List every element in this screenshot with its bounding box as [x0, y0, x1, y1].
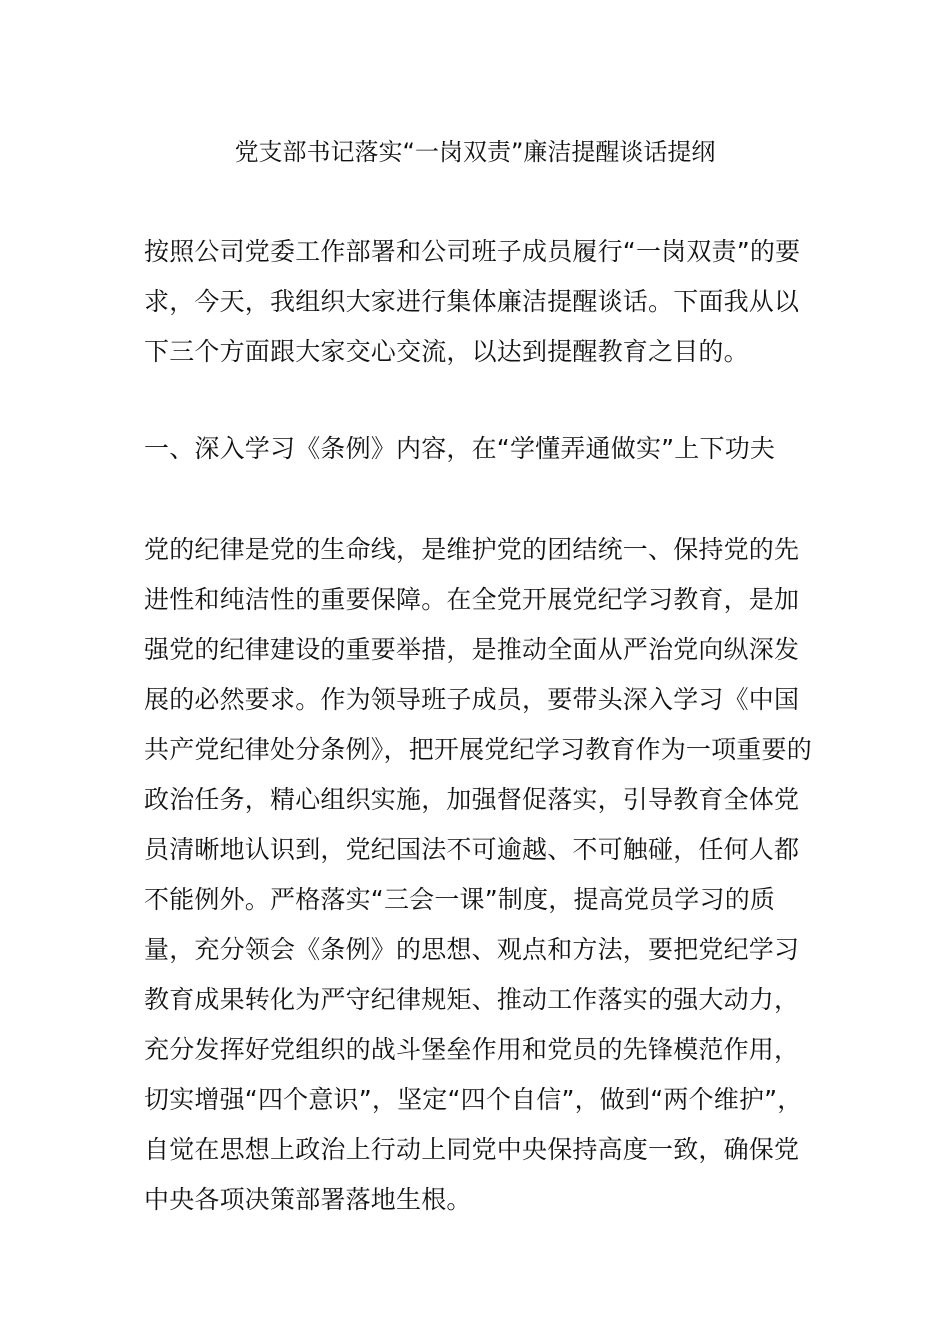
- intro-paragraph: 按照公司党委工作部署和公司班子成员履行“一岗双责”的要求，今天，我组织大家进行集体廉洁提醒谈话。下面我从以下三个方面跟大家交心交流，以达到提醒教育之目的。: [144, 237, 801, 366]
- document-title: 党支部书记落实“一岗双责”廉洁提醒谈话提纲: [234, 138, 716, 166]
- section-heading: 一、深入学习《条例》内容，在“学懂弄通做实”上下功夫: [144, 434, 776, 463]
- section-body-paragraph: 党的纪律是党的生命线，是维护党的团结统一、保持党的先进性和纯洁性的重要保障。在全党开展党纪学习教育，是加强党的纪律建设的重要举措，是推动全面从严治党向纵深发展的必然要求。作为领导班子成员，要带头深入学习《中国共产党纪律处分条例》，把开展党纪学习教育作为一项重要的政治任务，精心组织实施，加强督促落实，引导教育全体党员清晰地认识到，党纪国法不可逾越、不可触碰，任何人都不能例外。严格落实“三会一课”制度，提高党员学习的质量，充分领会《条例》的思想、观点和方法，要把党纪学习教育成果转化为严守纪律规矩、推动工作落实的强大动力，充分发挥好党组织的战斗堡垒作用和党员的先锋模范作用，切实增强“四个意识”，坚定“四个自信”，做到“两个维护”，自觉在思想上政治上行动上同党中央保持高度一致，确保党中央各项决策部署落地生根。: [144, 535, 812, 1214]
